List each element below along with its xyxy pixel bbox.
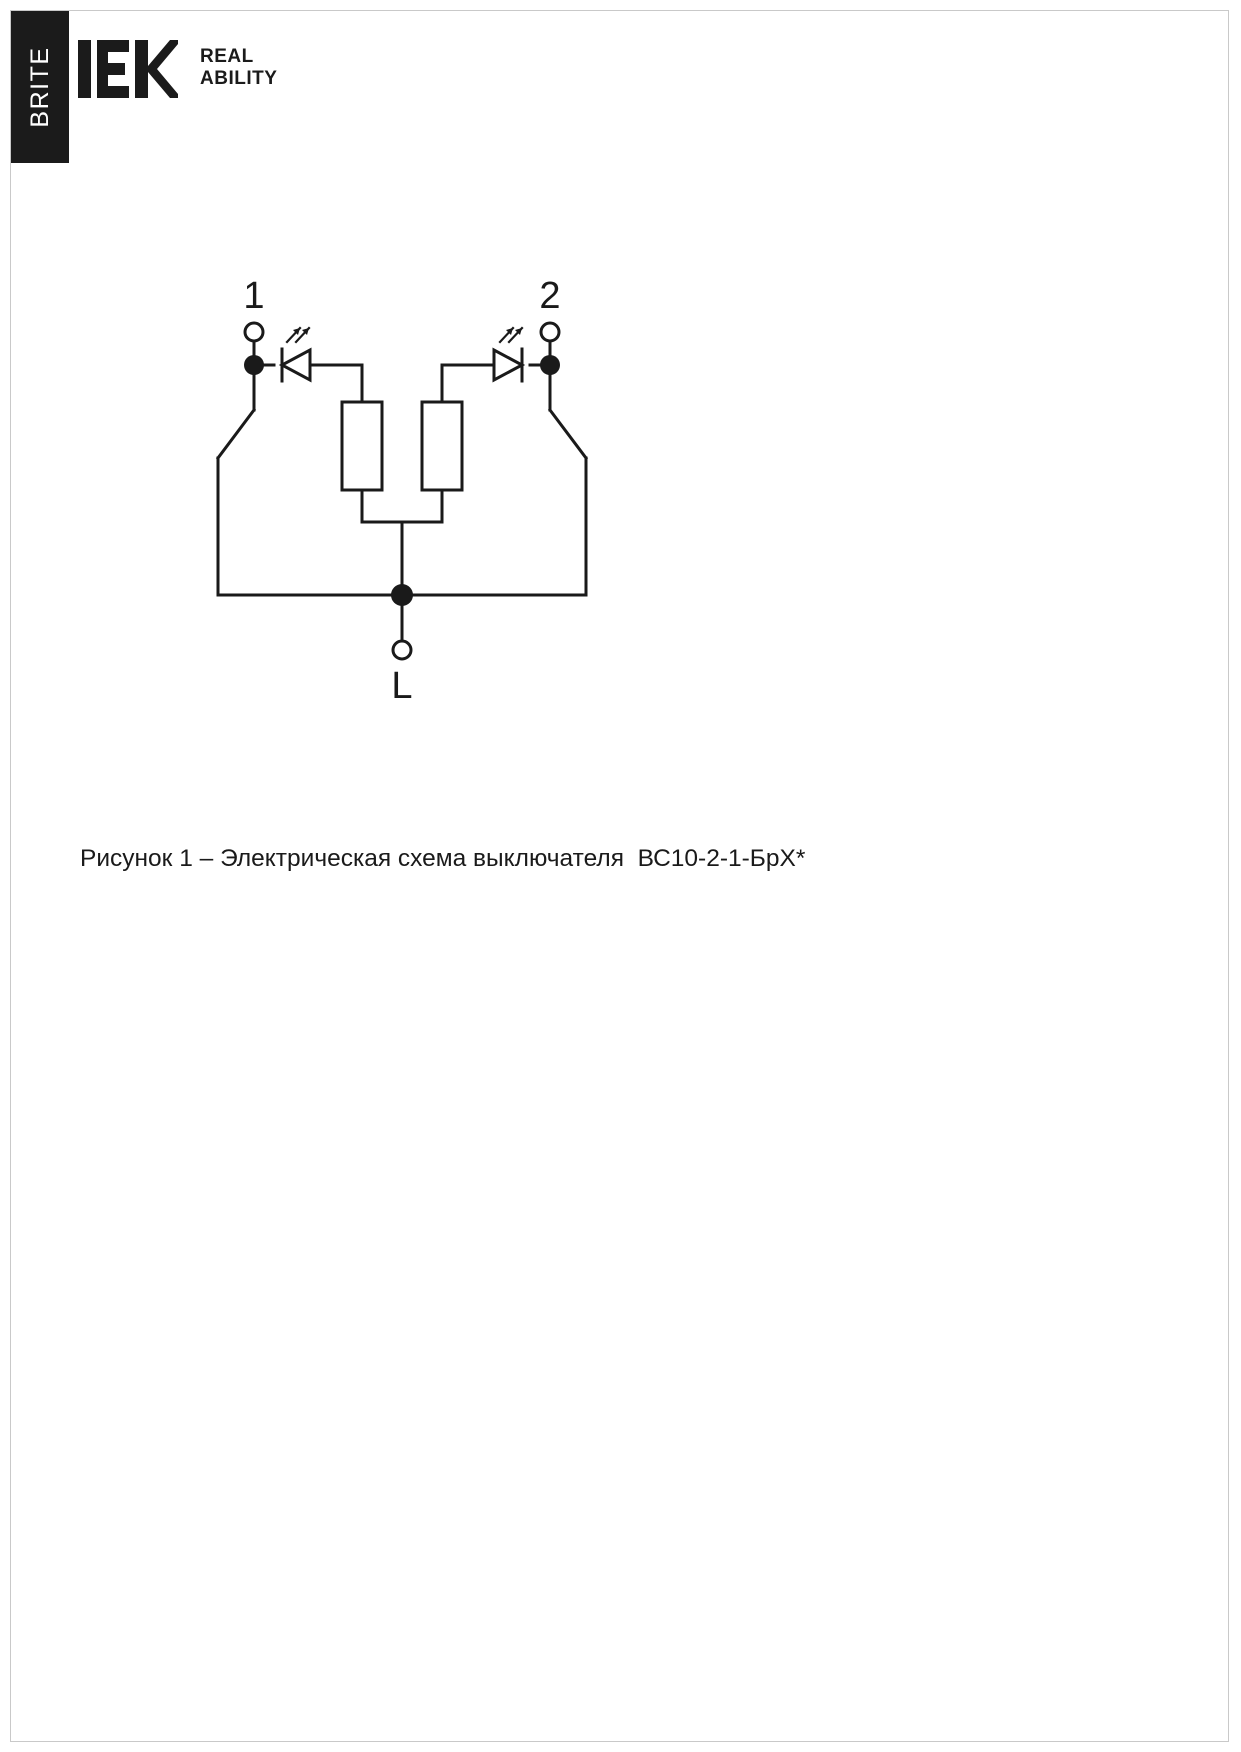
brand-tab xyxy=(11,11,69,163)
logo-block xyxy=(78,40,277,98)
electrical-schematic xyxy=(150,250,670,700)
led-left-body xyxy=(282,350,310,380)
terminal-label-2: 2 xyxy=(539,275,561,317)
led-right-body xyxy=(494,350,522,380)
figure-caption: Рисунок 1 – Электрическая схема выключателя ВС10-2-1-БрХ* xyxy=(80,845,806,872)
logo-tagline xyxy=(200,46,277,91)
schematic-svg xyxy=(150,250,670,700)
iek-logo-icon xyxy=(78,40,178,98)
logo-tagline-line1: REAL xyxy=(200,46,254,67)
terminal-label-L: L xyxy=(391,665,413,700)
resistor-left xyxy=(342,402,382,490)
terminal-circle-2 xyxy=(541,323,559,341)
led-right-arrows xyxy=(500,328,522,342)
terminal-circle-1 xyxy=(245,323,263,341)
terminal-label-1: 1 xyxy=(243,275,265,317)
logo-tagline-line2: ABILITY xyxy=(200,68,278,90)
brand-tab-label: BRITE xyxy=(25,46,54,128)
led-left-arrows xyxy=(287,328,309,342)
resistor-right xyxy=(422,402,462,490)
terminal-circle-L xyxy=(393,641,411,659)
